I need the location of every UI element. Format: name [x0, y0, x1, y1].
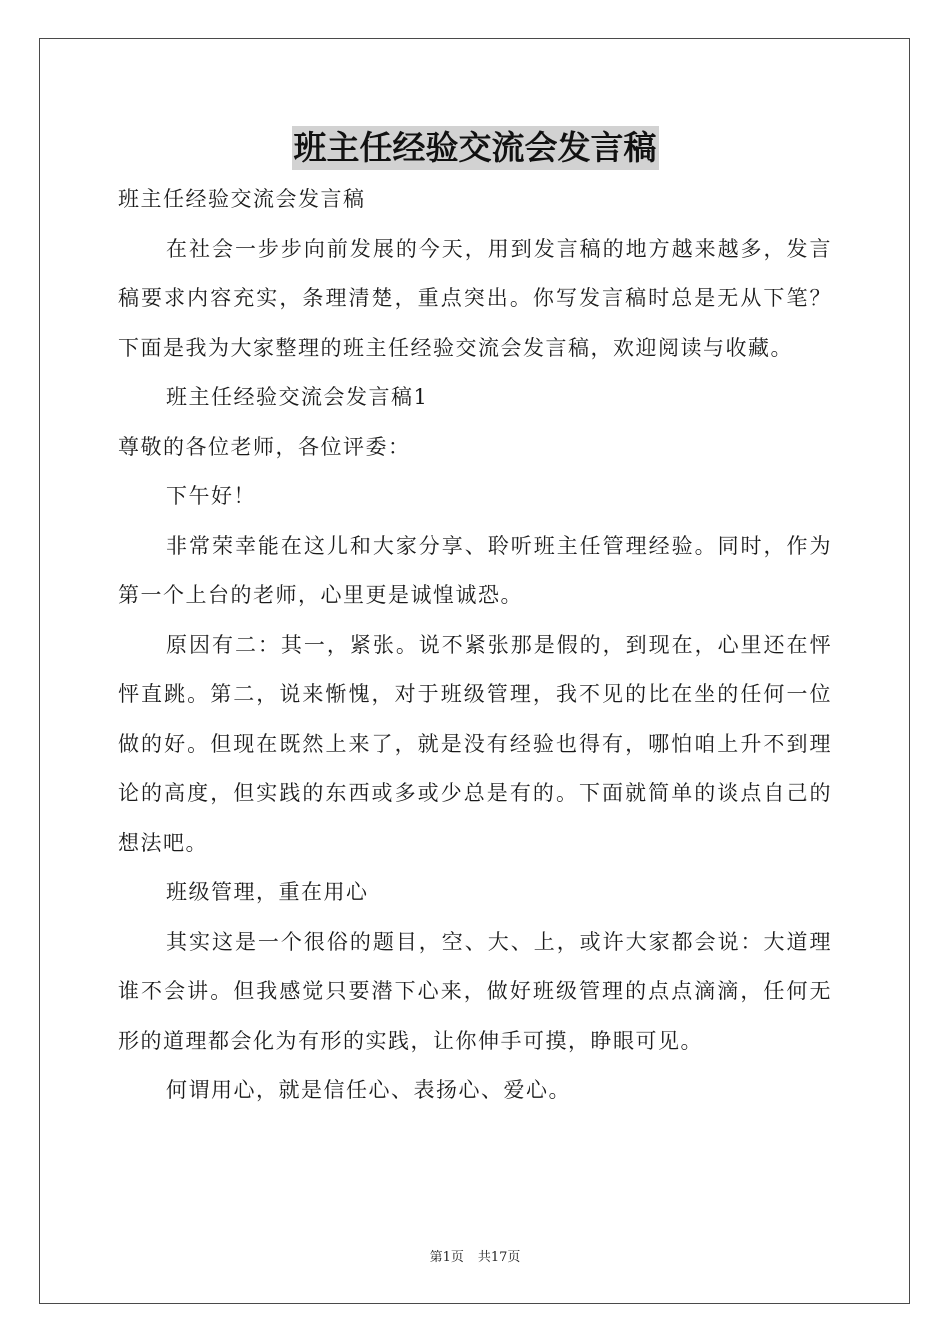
paragraph: 班级管理，重在用心	[166, 880, 369, 904]
paragraph: 尊敬的各位老师，各位评委：	[118, 434, 411, 459]
page-number: 第1页	[429, 1250, 464, 1265]
document-body	[118, 175, 832, 1116]
paragraph: 班主任经验交流会发言稿	[118, 187, 366, 211]
title-container	[0, 126, 950, 170]
paragraph: 原因有二：其一，紧张。说不紧张那是假的，到现在，心里还在怦怦直跳。第二，说来惭愧，对于班级管理，我不见的比在坐的任何一位做的好。但现在既然上来了，就是没有经验也得有，哪怕咱上升不到理论的高度，但实践的东西或多或少总是有的。下面就简单的谈点自己的想法吧。	[118, 632, 832, 855]
document-title: 班主任经验交流会发言稿	[292, 126, 659, 170]
page-footer	[0, 1246, 950, 1265]
paragraph: 其实这是一个很俗的题目，空、大、上，或许大家都会说：大道理谁不会讲。但我感觉只要潜下心来，做好班级管理的点点滴滴，任何无形的道理都会化为有形的实践，让你伸手可摸，睁眼可见。	[118, 929, 832, 1053]
paragraph: 非常荣幸能在这儿和大家分享、聆听班主任管理经验。同时，作为第一个上台的老师，心里更是诚惶诚恐。	[118, 533, 832, 607]
paragraph: 班主任经验交流会发言稿1	[166, 385, 429, 409]
paragraph: 下午好！	[166, 484, 256, 508]
paragraph: 在社会一步步向前发展的今天，用到发言稿的地方越来越多，发言稿要求内容充实，条理清楚，重点突出。你写发言稿时总是无从下笔？下面是我为大家整理的班主任经验交流会发言稿，欢迎阅读与收藏。	[118, 236, 832, 360]
paragraph: 何谓用心，就是信任心、表扬心、爱心。	[166, 1078, 571, 1102]
page-total: 共17页	[477, 1250, 521, 1265]
